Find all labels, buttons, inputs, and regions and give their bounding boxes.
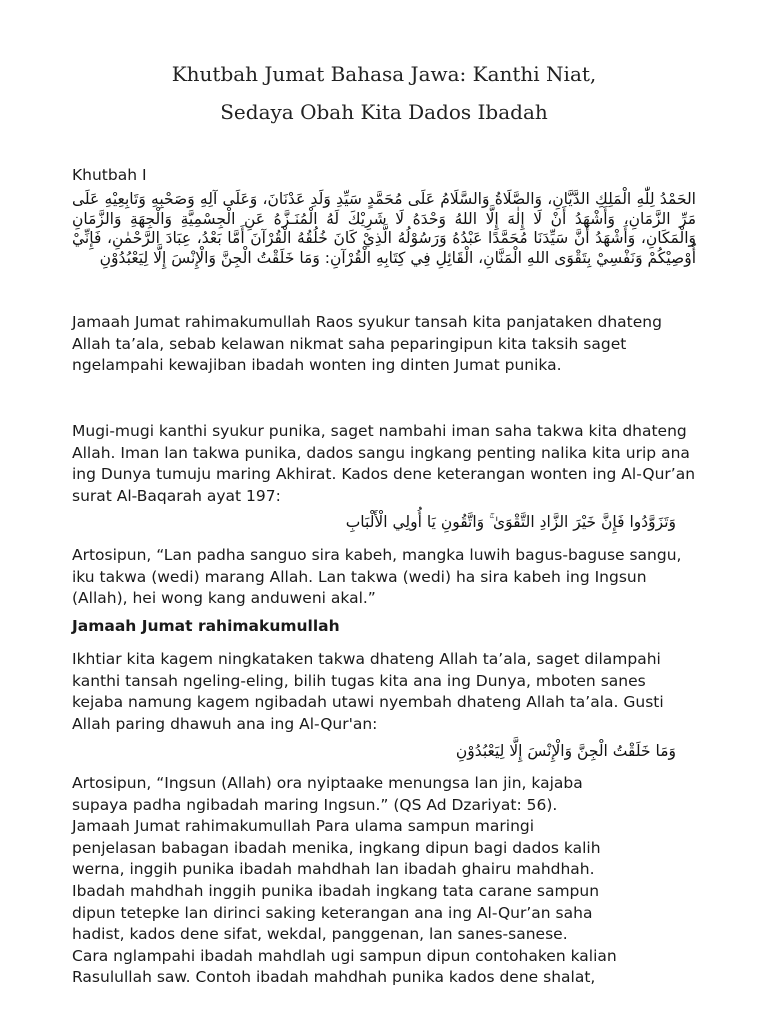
text-line: Jamaah Jumat rahimakumullah Para ulama sampun maringi (72, 817, 535, 836)
text-line: Rasulullah saw. Contoh ibadah mahdhah punika kados dene shalat, (72, 968, 596, 987)
text-line: hadist, kados dene sifat, wekdal, panggenan, lan sanes-sanese. (72, 925, 568, 944)
paragraph-2: Mugi-mugi kanthi syukur punika, saget nambahi iman saha takwa kita dhateng Allah. Iman lan takwa punika, dados sangu ingkang penting nalika kita urip ana ing Dunya tumuju maring Akhirat. Kados dene keterangan wonten ing Al-Qur’an surat Al-Baqarah ayat 197: (72, 422, 696, 505)
quran-verse-al-baqarah-197: وَتَزَوَّدُوا فَإِنَّ خَيْرَ الزَّادِ التَّقْوَىٰ ۚ وَاتَّقُونِ يَا أُولِي الْأَلْبَابِ (345, 513, 676, 531)
subheading: Jamaah Jumat rahimakumullah (72, 617, 340, 635)
text-line: werna, inggih punika ibadah mahdhah lan ibadah ghairu mahdhah. (72, 860, 595, 879)
section-heading: Khutbah I (72, 166, 147, 184)
document-title-line-2: Sedaya Obah Kita Dados Ibadah (220, 100, 548, 124)
text-line: Cara nglampahi ibadah mahdlah ugi sampun dipun contohaken kalian (72, 946, 617, 965)
paragraph-4: Ikhtiar kita kagem ningkataken takwa dhateng Allah ta’ala, saget dilampahi kanthi tansah ngeling-eling, bilih tugas kita ana ing Dunya, mboten sanes kejaba namung kagem ngibadah utawi nyembah dhateng Allah ta’ala. Gusti Allah paring dhawuh ana ing Al-Qur'an: (72, 650, 664, 733)
text-line: supaya padha ngibadah maring Ingsun.” (QS Ad Dzariyat: 56). (72, 795, 558, 814)
paragraph-3: Artosipun, “Lan padha sanguo sira kabeh, mangka luwih bagus-baguse sangu, iku takwa (wedi) marang Allah. Lan takwa (wedi) ha sira kabeh ing Ingsun (Allah), hei wong kang anduweni akal.” (72, 546, 682, 608)
opening-arabic-text: الحَمْدُ لِلّٰهِ الْمَلِكِ الدَّيَّانِ، وَالصَّلَاةُ وَالسَّلَامُ عَلَى مُحَمَّدٍ سَيِّدِ وَلَدِ عَدْنَانَ، وَعَلَى آلِهِ وَصَحْبِهِ وَتَابِعِيْهِ عَلَى مَرِّ الزَّمَانِ، وَأَشْهَدُ أَنْ لَا إِلٰهَ إِلَّا اللهُ وَحْدَهُ لَا شَرِيْكَ لَهُ الْمُنَـزَّهُ عَنِ الْجِسْمِيَّةِ وَالْجِهَةِ وَالزَّمَانِ وَالْمَكَانِ، وَأَشْهَدُ أَنَّ سَيِّدَنَا مُحَمَّدًا عَبْدُهُ وَرَسُوْلُهُ الَّذِيْ كَانَ خُلُقُهُ الْقُرْآنَ أَمَّا بَعْدُ، عِبَادَ الرَّحْمٰنِ، فَإِنِّيْ أُوْصِيْكُمْ وَنَفْسِيْ بِتَقْوَى اللهِ الْمَنَّانِ، الْقَائِلِ فِي كِتَابِهِ الْقُرْآنِ: وَمَا خَلَقْتُ الْجِنَّ وَالْإِنْسَ إِلَّا لِيَعْبُدُوْنِ (72, 190, 696, 267)
paragraph-5 (72, 773, 700, 989)
text-line: Ibadah mahdhah inggih punika ibadah ingkang tata carane sampun (72, 881, 600, 900)
paragraph-1: Jamaah Jumat rahimakumullah Raos syukur tansah kita panjataken dhateng Allah ta’ala, sebab kelawan nikmat saha peparingipun kita taksih saget ngelampahi kewajiban ibadah wonten ing dinten Jumat punika. (72, 313, 662, 375)
quran-verse-ad-dzariyat-56: وَمَا خَلَقْتُ الْجِنَّ وَالْإِنْسَ إِلَّا لِيَعْبُدُوْنِ (455, 742, 676, 760)
text-line: penjelasan babagan ibadah menika, ingkang dipun bagi dados kalih (72, 838, 601, 857)
text-line: dipun tetepke lan dirinci saking keterangan ana ing Al-Qur’an saha (72, 903, 593, 922)
text-line: Artosipun, “Ingsun (Allah) ora nyiptaake menungsa lan jin, kajaba (72, 774, 583, 792)
document-title-line-1: Khutbah Jumat Bahasa Jawa: Kanthi Niat, (171, 62, 597, 86)
